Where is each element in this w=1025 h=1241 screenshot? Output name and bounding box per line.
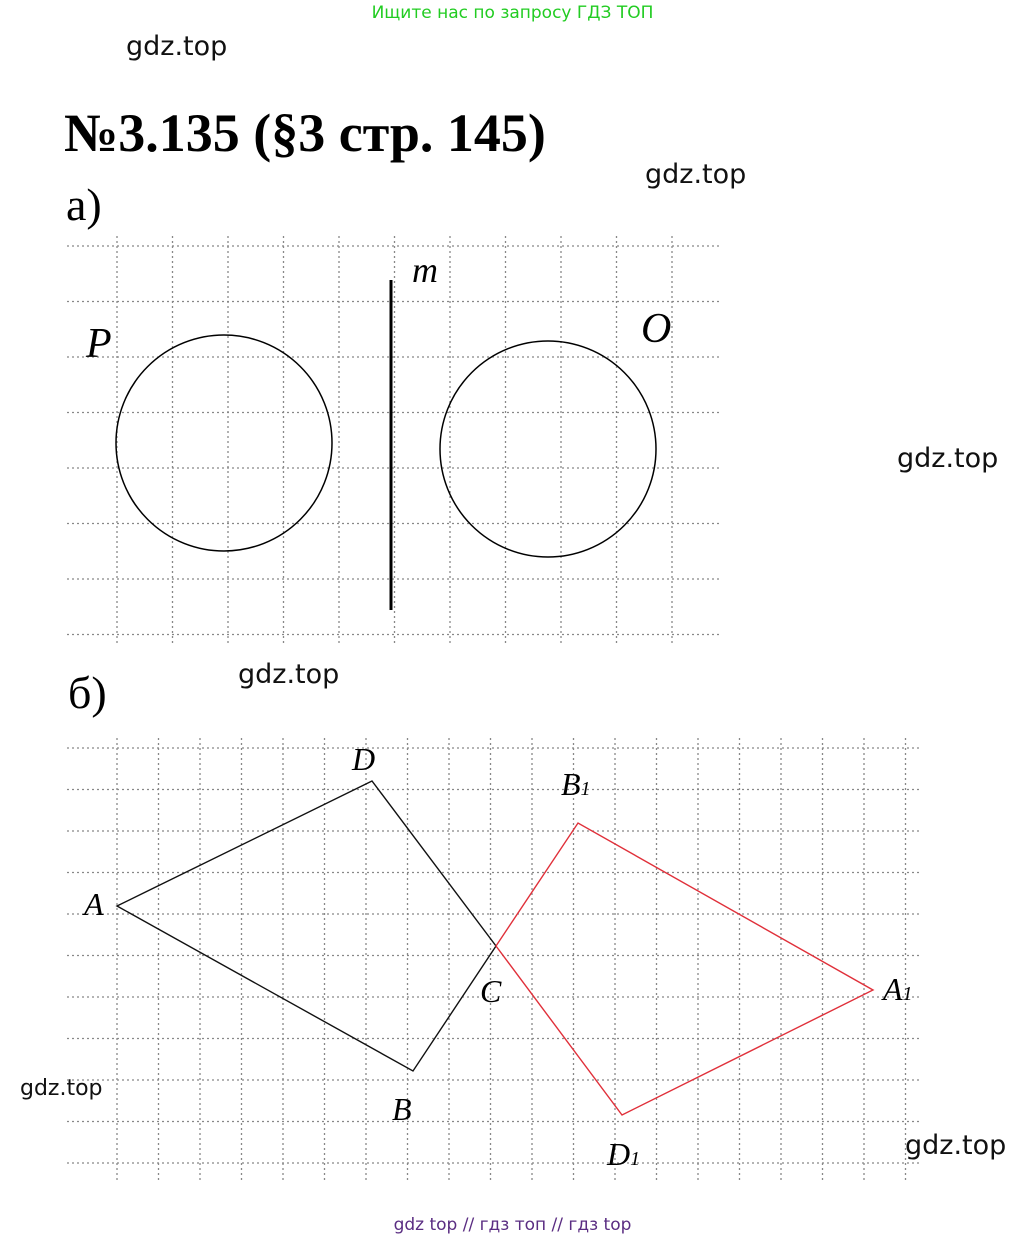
label-D: D — [352, 741, 376, 777]
watermark: gdz.top — [645, 159, 747, 190]
label-P: P — [86, 321, 112, 367]
label-A: A — [84, 886, 104, 922]
label-m: m — [412, 250, 438, 290]
quad-A1B1CD1 — [496, 823, 873, 1115]
label-O: O — [641, 306, 672, 352]
page-title: №3.135 (§3 стр. 145) — [64, 103, 546, 163]
label-A1: A1 — [883, 971, 913, 1007]
grid-b — [67, 738, 920, 1182]
label-B1: B1 — [561, 766, 591, 802]
label-C: C — [480, 973, 502, 1009]
label-B: B — [392, 1091, 412, 1127]
watermark: gdz.top — [905, 1130, 1007, 1161]
watermark: gdz.top — [126, 31, 228, 62]
watermark: gdz.top — [20, 1076, 103, 1101]
watermark: gdz.top — [238, 659, 340, 690]
watermark: gdz.top — [897, 443, 999, 474]
part-b-label: б) — [68, 667, 107, 718]
top-banner: Ищите нас по запросу ГДЗ ТОП — [371, 3, 654, 23]
part-a-label: а) — [66, 179, 102, 230]
quad-ABCD — [117, 781, 496, 1071]
footer-links: gdz top // гдз топ // гдз top — [393, 1215, 632, 1235]
label-D1: D1 — [607, 1136, 641, 1172]
